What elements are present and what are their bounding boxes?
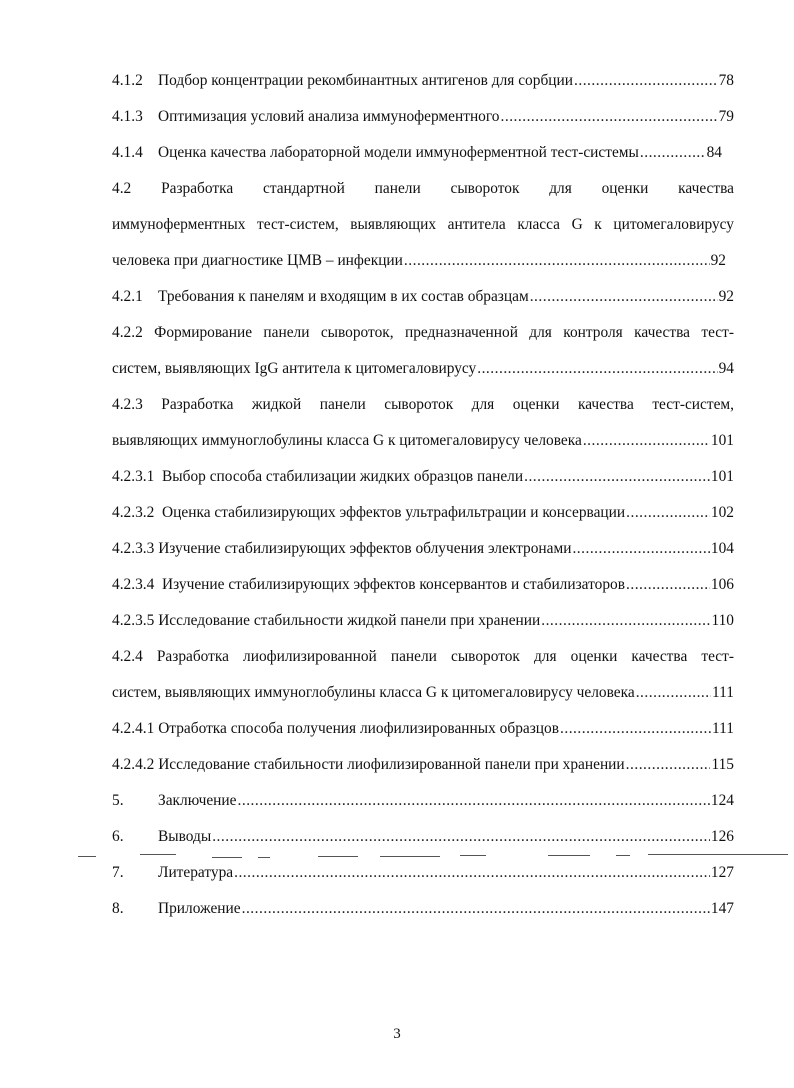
toc-entry <box>112 106 734 128</box>
dot-leader <box>572 538 709 560</box>
entry-title-line: Разработка стандартной панели сывороток для оценки качества <box>161 180 734 197</box>
page-number: 3 <box>393 1026 401 1042</box>
scan-artifact-lines <box>0 854 794 862</box>
toc-entry <box>112 862 734 884</box>
entry-title: Подбор концентрации рекомбинантных антигенов для сорбции <box>158 72 573 89</box>
entry-page: 106 <box>710 576 734 593</box>
toc-entry <box>112 826 734 848</box>
entry-page: 115 <box>711 756 734 773</box>
entry-page: 124 <box>710 792 734 809</box>
scan-artifact <box>616 855 630 856</box>
entry-page: 101 <box>710 432 734 449</box>
entry-number: 4.2.1 <box>112 288 143 305</box>
toc-entry-line <box>112 250 726 272</box>
entry-number: 4.2.4.1 <box>112 720 155 737</box>
entry-page: 101 <box>710 468 734 485</box>
entry-page: 104 <box>710 540 734 557</box>
toc-entry <box>112 142 722 164</box>
dot-leader <box>501 106 718 128</box>
entry-title: Оптимизация условий анализа иммуноферментного <box>158 108 500 125</box>
entry-page: 102 <box>710 504 734 521</box>
toc-entry-line <box>112 358 734 380</box>
entry-page: 94 <box>718 360 734 377</box>
dot-leader <box>626 754 711 776</box>
entry-number: 4.2 <box>112 180 132 197</box>
scan-artifact <box>460 855 486 856</box>
toc-entry-line <box>112 682 734 704</box>
entry-page: 126 <box>710 828 734 845</box>
entry-number: 4.2.3.1 <box>112 468 155 485</box>
entry-title: Требования к панелям и входящим в их состав образцам <box>158 288 529 305</box>
toc-entry <box>112 574 734 596</box>
entry-number: 4.2.3.3 <box>112 540 155 557</box>
entry-number: 4.2.4.2 <box>112 756 155 773</box>
entry-page: 111 <box>712 684 734 701</box>
toc-entry-line <box>112 178 734 200</box>
entry-number: 8. <box>112 900 124 917</box>
entry-title-line: Разработка лиофилизированной панели сывороток для оценки качества тест- <box>156 648 734 665</box>
entry-number: 7. <box>112 864 124 881</box>
entry-title: Отработка способа получения лиофилизированных образцов <box>158 720 559 737</box>
toc-entry <box>112 502 734 524</box>
dot-leader <box>636 682 711 704</box>
entry-page: 78 <box>718 72 734 89</box>
entry-page: 110 <box>711 612 734 629</box>
dot-leader <box>560 718 711 740</box>
entry-title: Изучение стабилизирующих эффектов консервантов и стабилизаторов <box>162 576 625 593</box>
entry-title: Выводы <box>158 828 212 845</box>
entry-page: 147 <box>710 900 734 917</box>
entry-number: 5. <box>112 792 124 809</box>
scan-artifact <box>318 856 358 857</box>
entry-number: 4.1.2 <box>112 72 143 89</box>
entry-number: 4.2.3.5 <box>112 612 155 629</box>
toc-entry-line <box>112 394 734 416</box>
toc-entry-line <box>112 322 734 344</box>
dot-leader <box>640 142 706 164</box>
entry-title-line: Формирование панели сывороток, предназначенной для контроля качества тест- <box>154 324 734 341</box>
dot-leader <box>626 502 710 524</box>
dot-leader <box>477 358 717 380</box>
dot-leader <box>242 898 710 920</box>
scan-artifact <box>212 857 242 858</box>
toc-entry <box>112 70 734 92</box>
dot-leader <box>583 430 710 452</box>
dot-leader <box>212 826 710 848</box>
entry-title-line: иммуноферментных тест-систем, выявляющих антитела класса G к цитомегаловирусу <box>112 216 734 233</box>
scan-artifact <box>258 857 270 858</box>
entry-number: 4.1.3 <box>112 108 143 125</box>
entry-number: 6. <box>112 828 124 845</box>
entry-title: Литература <box>158 864 234 881</box>
entry-title-line: систем, выявляющих иммуноглобулины класса G к цитомегаловирусу человека <box>112 684 635 701</box>
entry-number: 4.2.3 <box>112 396 143 413</box>
toc-entry-line <box>112 214 734 236</box>
toc-entry <box>112 466 734 488</box>
scan-artifact <box>648 854 788 855</box>
toc-entry <box>112 754 734 776</box>
entry-page: 92 <box>718 288 734 305</box>
toc-entry <box>112 538 734 560</box>
entry-number: 4.2.4 <box>112 648 143 665</box>
entry-number: 4.2.2 <box>112 324 143 341</box>
entry-title: Выбор способа стабилизации жидких образцов панели <box>162 468 524 485</box>
scan-artifact <box>548 855 590 856</box>
dot-leader <box>530 286 718 308</box>
toc-entry-line <box>112 430 734 452</box>
entry-page: 92 <box>710 252 726 269</box>
dot-leader <box>404 250 710 272</box>
toc-entry <box>112 790 734 812</box>
entry-title-line: Разработка жидкой панели сывороток для оценки качества тест-систем, <box>161 396 734 413</box>
entry-title: Заключение <box>158 792 237 809</box>
dot-leader <box>541 610 710 632</box>
dot-leader <box>234 862 710 884</box>
toc-entry <box>112 286 734 308</box>
entry-title-line: выявляющих иммуноглобулины класса G к цитомегаловирусу человека <box>112 432 582 449</box>
entry-title: Приложение <box>158 900 241 917</box>
scan-artifact <box>140 854 176 855</box>
entry-page: 79 <box>718 108 734 125</box>
entry-page: 127 <box>710 864 734 881</box>
entry-number: 4.2.3.4 <box>112 576 155 593</box>
entry-number: 4.2.3.2 <box>112 504 155 521</box>
entry-title: Изучение стабилизирующих эффектов облучения электронами <box>158 540 572 557</box>
scan-artifact <box>78 856 96 857</box>
entry-page: 111 <box>712 720 734 737</box>
entry-title: Оценка качества лабораторной модели иммуноферментной тест-системы <box>158 144 639 161</box>
dot-leader <box>238 790 710 812</box>
entry-title-line: систем, выявляющих IgG антитела к цитомегаловирусу <box>112 360 477 377</box>
dot-leader <box>626 574 710 596</box>
entry-number: 4.1.4 <box>112 144 143 161</box>
dot-leader <box>524 466 710 488</box>
scan-artifact <box>380 856 440 857</box>
entry-title: Исследование стабильности лиофилизированной панели при хранении <box>158 756 625 773</box>
toc-entry <box>112 898 734 920</box>
entry-title: Исследование стабильности жидкой панели при хранении <box>158 612 541 629</box>
toc-entry <box>112 718 734 740</box>
entry-page: 84 <box>706 144 722 161</box>
dot-leader <box>574 70 718 92</box>
entry-title-line: человека при диагностике ЦМВ – инфекции <box>112 252 403 269</box>
entry-title: Оценка стабилизирующих эффектов ультрафильтрации и консервации <box>162 504 626 521</box>
toc-entry-line <box>112 646 734 668</box>
toc-entry <box>112 610 734 632</box>
